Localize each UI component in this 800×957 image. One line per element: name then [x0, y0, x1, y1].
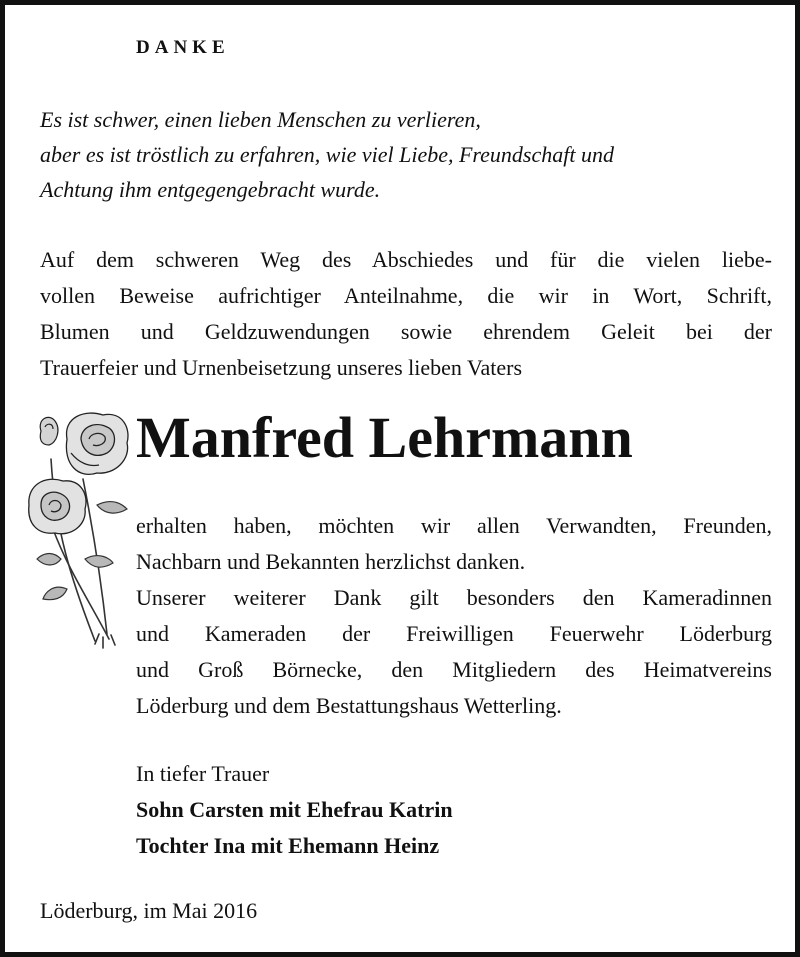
intro-line: vollen Beweise aufrichtiger Anteilnahme, die wir in Wort, Schrift, [40, 283, 772, 308]
signature-intro: In tiefer Trauer [136, 761, 270, 786]
signature-block [136, 756, 453, 864]
motto-quote [40, 102, 614, 207]
heading: DANKE [136, 37, 230, 58]
motto-line: Es ist schwer, einen lieben Menschen zu verlieren, [40, 107, 481, 132]
roses-icon [23, 409, 135, 649]
mourner-name: Tochter Ina mit Ehemann Heinz [136, 833, 440, 858]
intro-line: Blumen und Geldzuwendungen sowie ehrendem Geleit bei der [40, 319, 772, 344]
intro-paragraph [40, 242, 772, 386]
thanks-line: Unserer weiterer Dank gilt besonders den Kameradinnen [136, 585, 772, 610]
mourner-name: Sohn Carsten mit Ehefrau Katrin [136, 797, 453, 822]
motto-line: aber es ist tröstlich zu erfahren, wie viel Liebe, Freundschaft und [40, 142, 614, 167]
thanks-line: Nachbarn und Bekannten herzlichst danken. [136, 549, 526, 574]
intro-line: Trauerfeier und Urnenbeisetzung unseres lieben Vaters [40, 355, 523, 380]
place-date: Löderburg, im Mai 2016 [40, 898, 258, 923]
thanks-line: erhalten haben, möchten wir allen Verwandten, Freunden, [136, 513, 772, 538]
thanks-paragraph [136, 508, 772, 724]
deceased-name: Manfred Lehrmann [136, 405, 633, 470]
intro-line: Auf dem schweren Weg des Abschiedes und für die vielen liebe- [40, 247, 772, 272]
thanks-line: Löderburg und dem Bestattungshaus Wetterling. [136, 693, 562, 718]
thanks-line: und Kameraden der Freiwilligen Feuerwehr Löderburg [136, 621, 772, 646]
motto-line: Achtung ihm entgegengebracht wurde. [40, 177, 381, 202]
thanks-line: und Groß Börnecke, den Mitgliedern des Heimatvereins [136, 657, 772, 682]
